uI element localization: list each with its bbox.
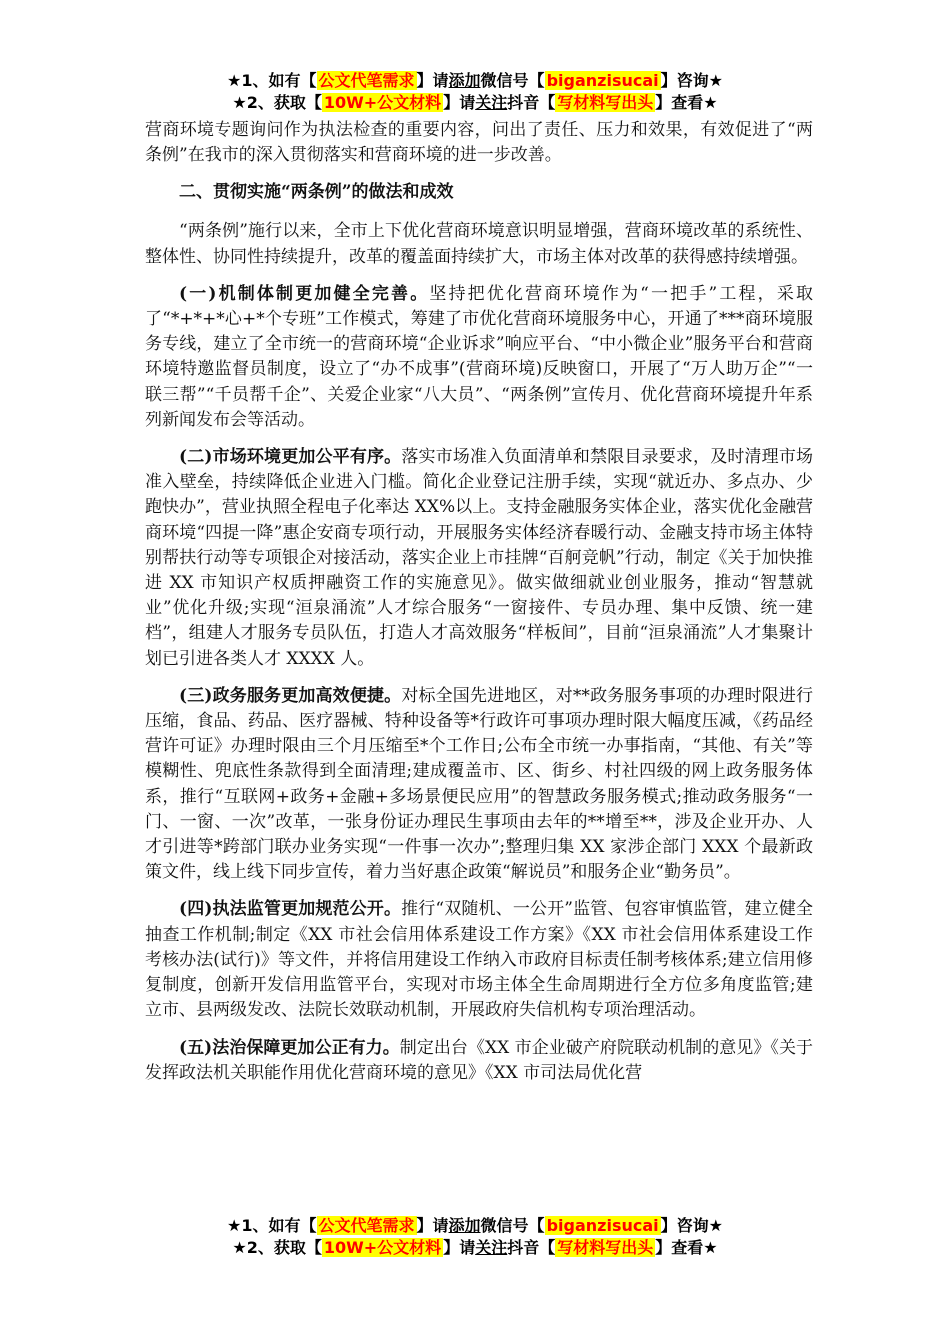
promo-highlight: 10W+公文材料 (323, 1238, 442, 1257)
promo-text: 】咨询★ (660, 1216, 723, 1235)
overview-paragraph: “两条例”施行以来，全市上下优化营商环境意识明显增强，营商环境改革的系统性、整体性、协同性持续提升，改革的覆盖面持续扩大，市场主体对改革的获得感持续增强。 (145, 221, 813, 267)
promo-text: 】请 (443, 93, 476, 112)
item-lead: (三)政务服务更加高效便捷。 (179, 685, 402, 706)
item-text: 对标全国先进地区，对**政务服务事项的办理时限进行压缩，食品、药品、医疗器械、特种设备等*行政许可事项办理时限大幅度压减，《药品经营许可证》办理时限由三个月压缩至*个工作日;公布全市统一办事指南，“其他、有关”等模糊性、兜底性条款得到全面清理;建成覆盖市、区、街乡、村社四级的网上政务服务体系，推行“互联网+政务+金融+多场景便民应用”的智慧政务服务模式;推动政务服务“一门、一窗、一次”改革，一张身份证办理民生事项由去年的**增至**，涉及企业开办、人才引进等*跨部门联办业务实现“一件事一次办”;整理归集 XX 家涉企部门 XXX 个最新政策文件，线上线下同步宣传，着力当好惠企政策“解说员”和服务企业“勤务员”。 (145, 685, 813, 883)
promo-underline-text: 添加 (448, 71, 481, 90)
item-text: 落实市场准入负面清单和禁限目录要求，及时清理市场准入壁垒，持续降低企业进入门槛。简化企业登记注册手续，实现“就近办、多点办、少跑快办”，营业执照全程电子化率达 XX%以上。支持金融服务实体企业，落实优化金融营商环境“四提一降”惠企安商专项行动，开展服务实体经济春暖行动、金融支持市场主体特别帮扶行动等专项银企对接活动，落实企业上市挂牌“百舸竞帆”行动，制定《关于加快推进 XX 市知识产权质押融资工作的实施意见》。做实做细就业创业服务，推动“智慧就业”优化升级;实现“洹泉涌流”人才综合服务“一窗接件、专员办理、集中反馈、统一建档”，组建人才服务专员队伍，打造人才高效服务“样板间”，目前“洹泉涌流”人才集聚计划已引进各类人才 XXXX 人。 (145, 447, 813, 669)
promo-underline-text: 关注 (475, 1238, 508, 1257)
promo-underline-text: 添加 (448, 1216, 481, 1235)
promo-highlight: 公文代笔需求 (318, 71, 415, 90)
promo-highlight: 写材料写出头 (557, 93, 654, 112)
promo-banner-top (0, 70, 950, 114)
promo-text: 】请 (416, 71, 449, 90)
promo-text: 抖音【 (507, 1238, 556, 1257)
item-paragraph-1 (145, 282, 813, 433)
document-body (145, 118, 813, 1098)
promo-text: ★1、如有【 (227, 1216, 317, 1235)
item-paragraph-2 (145, 445, 813, 672)
promo-text: 抖音【 (507, 93, 556, 112)
intro-paragraph: 营商环境专题询问作为执法检查的重要内容，问出了责任、压力和效果，有效促进了“两条例”在我市的深入贯彻落实和营商环境的进一步改善。 (145, 120, 813, 166)
promo-text: ★1、如有【 (227, 71, 317, 90)
promo-highlight: biganzisucai (546, 71, 659, 90)
item-text: 制定出台《XX 市企业破产府院联动机制的意见》《关于发挥政法机关职能作用优化营商环境的意见》《XX 市司法局优化营 (145, 1037, 814, 1083)
section-heading: 二、贯彻实施“两条例”的做法和成效 (179, 182, 454, 203)
item-paragraph-5 (145, 1036, 813, 1086)
item-lead: (五)法治保障更加公正有力。 (179, 1037, 400, 1058)
promo-line-2 (0, 92, 950, 114)
promo-text: 】请 (416, 1216, 449, 1235)
item-paragraph-3 (145, 684, 813, 886)
item-text: 推行“双随机、一公开”监管、包容审慎监管，建立健全抽查工作机制;制定《XX 市社会信用体系建设工作方案》《XX 市社会信用体系建设工作考核办法(试行)》等文件，并将信用建设工作纳入市政府目标责任制考核体系;建立信用修复制度，创新开发信用监管平台，实现对市场主体全生命周期进行全方位多角度监管;建立市、县两级发改、法院长效联动机制，开展政府失信机构专项治理活动。 (145, 899, 813, 1021)
promo-banner-bottom (0, 1215, 950, 1259)
item-text: 坚持把优化营商环境作为“一把手”工程，采取了“*+*+*心+*个专班”工作模式，筹建了市优化营商环境服务中心，开通了***商环境服务专线，建立了全市统一的营商环境“企业诉求”响应平台、“中小微企业”服务平台和营商环境特邀监督员制度，设立了“办不成事”(营商环境)反映窗口，开展了“万人助万企”“一联三帮”“千员帮千企”、关爱企业家“八大员”、“两条例”宣传月、优化营商环境提升年系列新闻发布会等活动。 (145, 283, 813, 430)
promo-line-1 (0, 70, 950, 92)
promo-highlight: biganzisucai (546, 1216, 659, 1235)
promo-underline-text: 关注 (475, 93, 508, 112)
promo-text: 】查看★ (655, 93, 718, 112)
promo-text: 微信号【 (480, 1216, 545, 1235)
promo-line-2 (0, 1237, 950, 1259)
promo-text: ★2、获取【 (232, 93, 322, 112)
item-lead: (一)机制体制更加健全完善。 (179, 283, 430, 304)
item-lead: (二)市场环境更加公平有序。 (179, 447, 402, 468)
promo-highlight: 10W+公文材料 (323, 93, 442, 112)
promo-text: 】请 (443, 1238, 476, 1257)
promo-text: 】咨询★ (660, 71, 723, 90)
promo-line-1 (0, 1215, 950, 1237)
item-lead: (四)执法监管更加规范公开。 (179, 899, 402, 920)
promo-text: 】查看★ (655, 1238, 718, 1257)
promo-highlight: 写材料写出头 (557, 1238, 654, 1257)
promo-highlight: 公文代笔需求 (318, 1216, 415, 1235)
item-paragraph-4 (145, 897, 813, 1023)
promo-text: 微信号【 (480, 71, 545, 90)
promo-text: ★2、获取【 (232, 1238, 322, 1257)
